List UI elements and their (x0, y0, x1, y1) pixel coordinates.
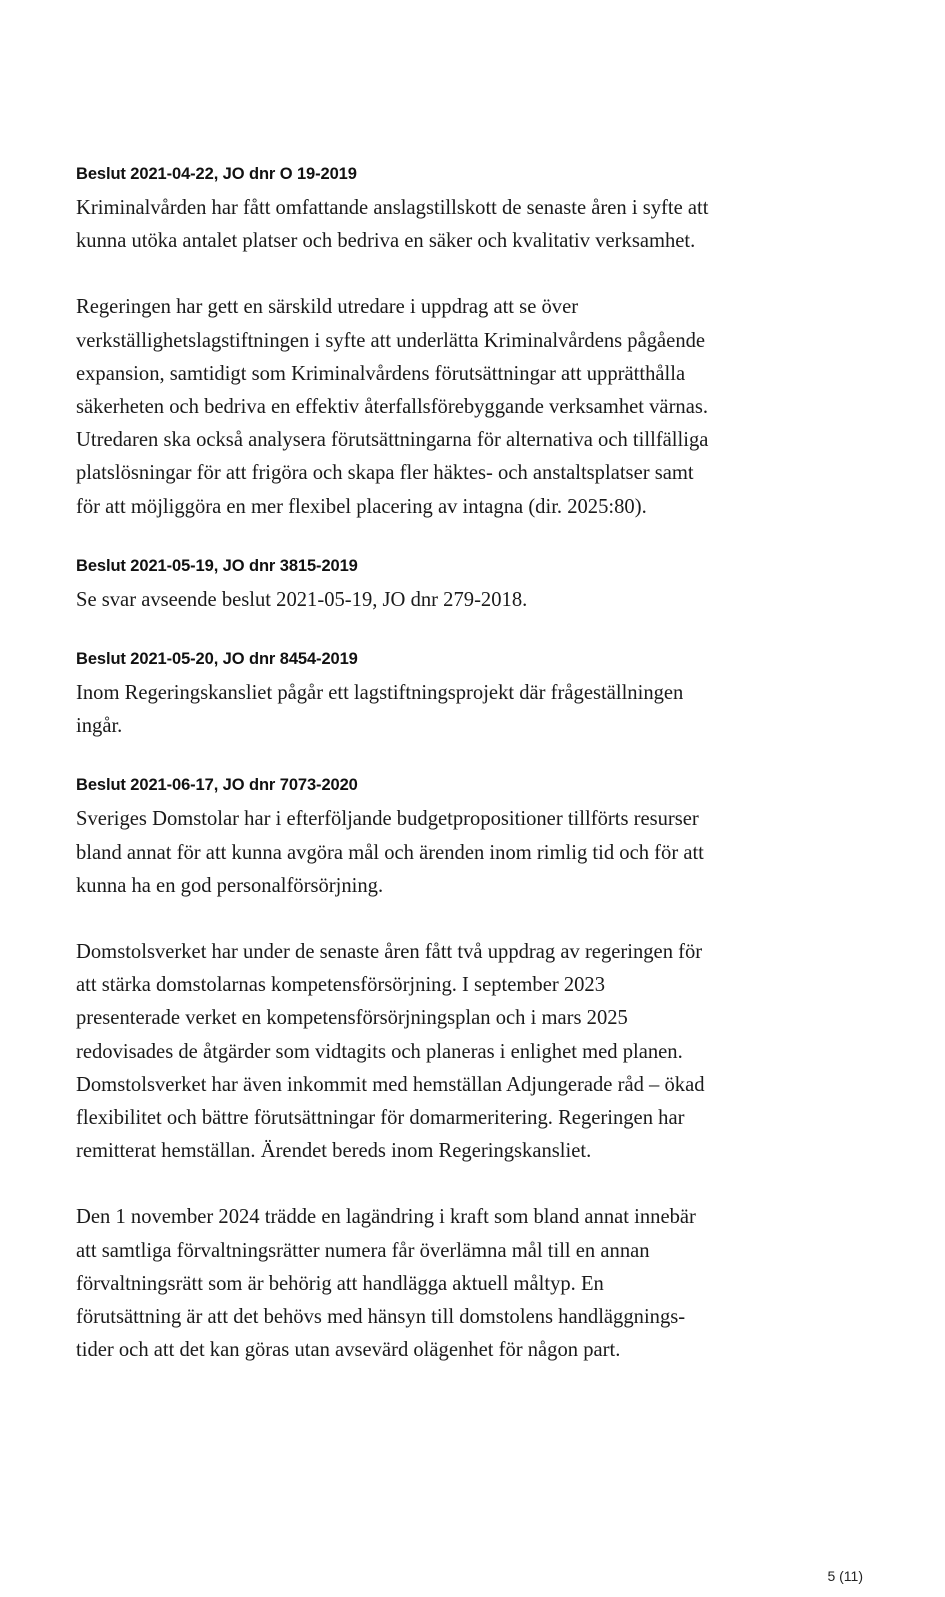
text-line: Domstolsverket har även inkommit med hemställan Adjungerade råd – ökad (76, 1073, 705, 1096)
text-line: för att möjliggöra en mer flexibel placering av intagna (dir. 2025:80). (76, 495, 647, 518)
document-content (76, 162, 876, 1367)
text-line: Kriminalvården har fått omfattande anslagstillskott de senaste åren i syfte att (76, 197, 709, 219)
text-line: Utredaren ska också analysera förutsättningarna för alternativa och tillfälliga (76, 429, 709, 452)
decision-section (76, 162, 876, 524)
text-line: förutsättning är att det behövs med hänsyn till domstolens handläggnings- (76, 1306, 686, 1329)
decision-section (76, 647, 876, 743)
text-line: tider och att det kan göras utan avsevärd olägenhet för någon part. (76, 1339, 621, 1362)
decision-section (76, 773, 876, 1367)
text-line: expansion, samtidigt som Kriminalvårdens förutsättningar att upprätthålla (76, 362, 686, 385)
text-line: platslösningar för att frigöra och skapa fler häktes- och anstaltsplatser samt (76, 462, 694, 485)
page-number: 5 (11) (827, 1568, 863, 1584)
paragraph (76, 584, 876, 617)
text-line: Sveriges Domstolar har i efterföljande budgetpropositioner tillförts resurser (76, 808, 699, 831)
text-line: att stärka domstolarnas kompetensförsörjning. I september 2023 (76, 974, 606, 997)
text-line: Domstolsverket har under de senaste åren fått två uppdrag av regeringen för (76, 941, 703, 964)
text-line: flexibilitet och bättre förutsättningar för domarmeritering. Regeringen har (76, 1107, 685, 1130)
paragraph (76, 192, 876, 258)
section-heading: Beslut 2021-06-17, JO dnr 7073-2020 (76, 776, 358, 795)
text-line: verkställighetslagstiftningen i syfte att underlätta Kriminalvårdens pågående (76, 329, 706, 352)
paragraph (76, 291, 876, 523)
text-line: förvaltningsrätt som är behörig att handlägga aktuell måltyp. En (76, 1272, 604, 1295)
decision-section (76, 554, 876, 617)
text-line: att samtliga förvaltningsrätter numera får överlämna mål till en annan (76, 1239, 650, 1262)
text-line: remitterat hemställan. Ärendet bereds inom Regeringskansliet. (76, 1140, 592, 1163)
text-line: Inom Regeringskansliet pågår ett lagstiftningsprojekt där frågeställningen (76, 682, 684, 705)
text-line: kunna utöka antalet platser och bedriva en säker och kvalitativ verksamhet. (76, 230, 696, 253)
text-line: kunna ha en god personalförsörjning. (76, 874, 384, 897)
section-heading: Beslut 2021-04-22, JO dnr O 19-2019 (76, 165, 357, 183)
section-heading: Beslut 2021-05-19, JO dnr 3815-2019 (76, 556, 358, 575)
text-line: Den 1 november 2024 trädde en lagändring i kraft som bland annat innebär (76, 1206, 696, 1229)
paragraph (76, 936, 876, 1168)
paragraph (76, 1201, 876, 1367)
text-line: bland annat för att kunna avgöra mål och ärenden inom rimlig tid och för att (76, 841, 704, 864)
text-line: redovisades de åtgärder som vidtagits och planeras i enlighet med planen. (76, 1040, 683, 1063)
section-heading: Beslut 2021-05-20, JO dnr 8454-2019 (76, 650, 358, 669)
paragraph (76, 677, 876, 743)
paragraph (76, 803, 876, 903)
text-line: presenterade verket en kompetensförsörjningsplan och i mars 2025 (76, 1007, 628, 1030)
text-line: säkerheten och bedriva en effektiv återfallsförebyggande verksamhet värnas. (76, 396, 709, 419)
text-line: ingår. (76, 715, 123, 738)
text-line: Se svar avseende beslut 2021-05-19, JO dnr 279-2018. (76, 588, 528, 611)
text-line: Regeringen har gett en särskild utredare i uppdrag att se över (76, 296, 579, 319)
